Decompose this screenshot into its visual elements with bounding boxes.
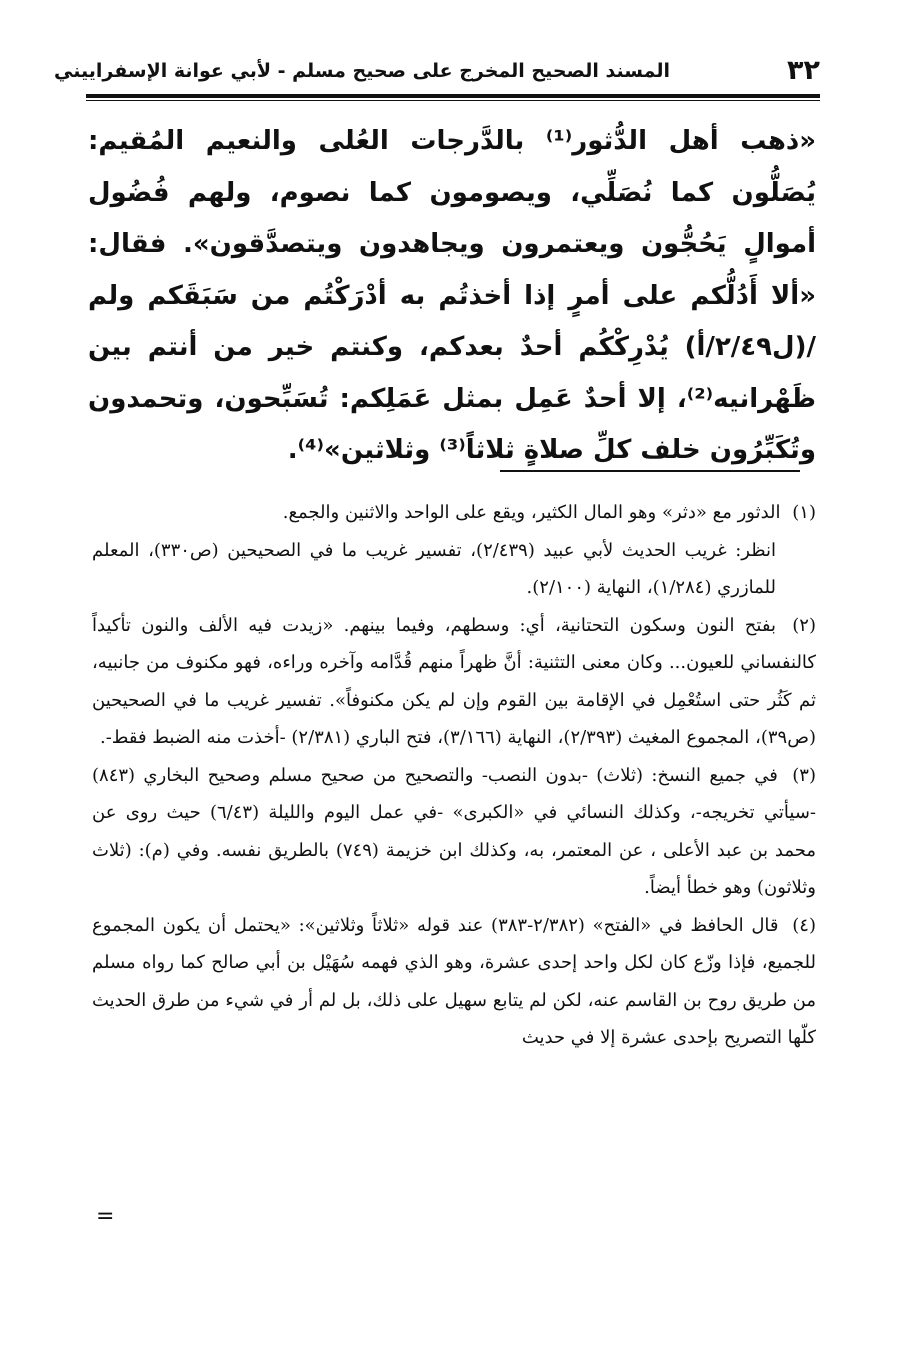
footnote-text: في جميع النسخ: (ثلاث) -بدون النصب- والتصحيح من صحيح مسلم وصحيح البخاري (٨٤٣) -سيأتي تخريجه-، وكذلك النسائي في «الكبرى» -في عمل اليوم والليلة (٦/٤٣) حيث روى عن محمد بن عبد الأعلى ، عن المعتمر، به، وكذلك ابن خزيمة (٧٤٩) بالطريق نفسه. وفي (م): (ثلاث وثلاثون) وهو خطأ أيضاً. [92,764,816,898]
page-number: ٣٢ [787,55,820,86]
footnote-label: (٣) [792,764,816,786]
footnote-label: (٢) [792,614,816,636]
footnote-1 [92,494,816,532]
footnote-text: قال الحافظ في «الفتح» (٢/٣٨٢-٣٨٣) عند قوله «ثلاثاً وثلاثين»: «يحتمل أن يكون المجموع للجميع، فإذا وزّع كان لكل واحد إحدى عشرة، وهو الذي فهمه سُهَيْل بن أبي صالح كما رواه مسلم من طريق روح بن القاسم عنه، لكن لم يتابع سهيل على ذلك، بل لم أر في شيء من طرق الحديث كلّها التصريح بإحدى عشرة إلا في حديث [92,914,816,1048]
footnote-text: الدثور مع «دثر» وهو المال الكثير، ويقع على الواحد والاثنين والجمع. [282,502,781,523]
header-rule-thin [86,100,820,101]
footnotes [92,494,816,1057]
footnote-1-continuation: انظر: غريب الحديث لأبي عبيد (٢/٤٣٩)، تفسير غريب ما في الصحيحين (ص٣٣٠)، المعلم للمازري (١/٢٨٤)، النهاية (٢/١٠٠). [92,539,776,598]
main-paragraph: «ذهب أهل الدُّثور⁽¹⁾ بالدَّرجات العُلى والنعيم المُقيم: يُصَلُّون كما نُصَلِّي، ويصومون كما نصوم، ولهم فُضُول أموالٍ يَحُجُّون ويعتمرون ويجاهدون ويتصدَّقون». فقال: «ألا أَدُلُّكم على أمرٍ إذا أخذتُم به أدْرَكْتُم من سَبَقَكم ولم /(ل٢/٤٩/أ) يُدْرِكْكُم أحدٌ بعدكم، وكنتم خير من أنتم بين ظَهْرانيه⁽²⁾، إلا أحدٌ عَمِل بمثل عَمَلِكم: تُسَبِّحون، وتحمدون وتُكَبِّرُون خلف كلِّ صلاةٍ ثلاثاً⁽³⁾ وثلاثين»⁽⁴⁾. [88,126,816,465]
running-title: المسند الصحيح المخرج على صحيح مسلم - لأبي عوانة الإسفراييني [54,60,670,82]
continuation-mark: = [96,1204,115,1229]
footnote-label: (١) [792,502,816,523]
footnote-3 [92,757,816,907]
footnote-separator [500,470,800,472]
footnote-text: بفتح النون وسكون التحتانية، أي: وسطهم، وفيما بينهم. «زيدت فيه الألف والنون تأكيداً كالنفساني للعيون... وكان معنى التثنية: أنَّ ظهراً منهم قُدَّامه وآخره وراءه، فهو مكنوف من جانبيه، ثم كَثُر حتى استُعْمِل في الإقامة بين القوم وإن لم يكن مكنوفاً». تفسير غريب ما في الصحيحين (ص٣٩)، المجموع المغيث (٢/٣٩٣)، النهاية (٣/١٦٦)، فتح الباري (٢/٣٨١) -أخذت منه الضبط فقط-. [92,614,816,748]
header-rule-thick [86,94,820,98]
footnote-2 [92,607,816,757]
main-text-block [88,116,816,477]
footnote-4 [92,907,816,1057]
page-header [54,52,820,92]
footnote-label: (٤) [792,914,816,936]
